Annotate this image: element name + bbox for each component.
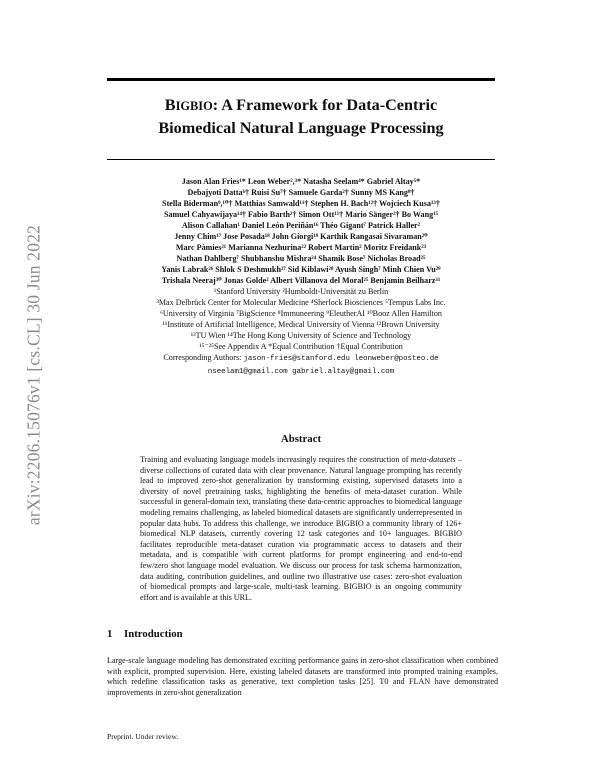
- affiliation-line: ¹³TU Wien ¹⁴The Hong Kong University of Science and Technology: [190, 331, 412, 340]
- author-block: [100, 176, 502, 378]
- title-line-2: Biomedical Natural Language Processing: [158, 119, 444, 137]
- affiliation-line: ³Max Delbrück Center for Molecular Medicine ⁴Sherlock Biosciences ⁵Tempus Labs Inc.: [156, 298, 446, 307]
- introduction-body: [107, 656, 498, 698]
- author-line: Alison Callahan¹ Daniel León Periñán¹⁶ Théo Gigant⁷ Patrick Haller²: [181, 221, 421, 230]
- author-line: Nathan Dahlberg⁷ Shubhanshu Mishra²⁴ Shamik Bose⁷ Nicholas Broad²⁵: [176, 254, 426, 263]
- author-line: Samuel Cahyawijaya¹⁴† Fabio Barth²† Simon Ott¹¹† Mario Sänger²† Bo Wang¹⁵: [163, 210, 438, 219]
- contact-label: Corresponding Authors:: [163, 353, 242, 362]
- contact-line: [100, 352, 502, 365]
- affiliation-line: ¹⁵⁻²⁵See Appendix A *Equal Contribution †Equal Contribution: [199, 342, 403, 351]
- contact-line: [100, 365, 502, 378]
- author-line: Debajyoti Datta⁶† Ruisi Su⁷† Samuele Garda²† Sunny MS Kang⁸†: [187, 188, 415, 197]
- introduction-paragraph: Large-scale language modeling has demonstrated exciting performance gains in zero-shot classification when combined with explicit, prompted supervision. Here, existing labeled datasets are transformed into prompted training examples, which redefine classification tasks as generative, text completion tasks [25]. T0 and FLAN have demonstrated improvements in zero-shot generalization: [107, 656, 498, 697]
- abstract-heading: Abstract: [280, 433, 322, 445]
- arxiv-stamp-text: arXiv:2206.15076v1 [cs.CL] 30 Jun 2022: [23, 224, 44, 526]
- contact-emails-2[interactable]: nseelam1@gmail.com gabriel.altay@gmail.com: [207, 368, 395, 376]
- arxiv-stamp: [14, 160, 54, 590]
- author-line: Jason Alan Fries¹* Leon Weber²,³* Natasha Seelam⁴* Gabriel Altay⁵*: [181, 177, 421, 186]
- title-bottom-rule: [107, 159, 495, 160]
- abstract-body: [140, 455, 462, 603]
- section-title: Introduction: [124, 628, 183, 640]
- section-heading-introduction: [107, 628, 183, 640]
- author-line: Yanis Labrak²⁶ Shlok S Deshmukh²⁷ Sid Kiblawi²⁸ Ayush Singh⁷ Minh Chien Vu²⁹: [161, 265, 441, 274]
- affiliation-line: ⁶University of Virginia ⁷BigScience ⁸Immuneering ⁹EleutherAI ¹⁰Booz Allen Hamilton: [160, 309, 442, 318]
- title-line-1: BIGBIO: A Framework for Data-Centric: [164, 96, 438, 114]
- author-line: Trishala Neeraj³⁰ Jonas Golde² Albert Villanova del Moral²⁵ Benjamin Beilharz³¹: [161, 276, 441, 285]
- section-number: 1: [107, 628, 113, 640]
- title-top-rule: [107, 78, 495, 81]
- contact-emails-1[interactable]: jason-fries@stanford.edu leonweber@posteo.de: [243, 355, 439, 363]
- preprint-footer: Preprint. Under review.: [107, 732, 179, 741]
- author-line: Marc Pàmies²¹ Marianna Nezhurina²² Robert Martin² Moritz Freidank²³: [175, 243, 427, 252]
- author-line: Jenny Chim¹⁷ Jose Posada¹⁸ John Giorgi¹⁹ Karthik Rangasai Sivaraman²⁰: [174, 232, 428, 241]
- affiliation-line: ¹Stanford University ²Humboldt-Universität zu Berlin: [213, 287, 389, 296]
- affiliation-line: ¹¹Institute of Artificial Intelligence, Medical University of Vienna ¹²Brown University: [162, 320, 440, 329]
- paper-title: [107, 94, 495, 139]
- abstract-paragraph: Training and evaluating language models increasingly requires the construction of meta-datasets – diverse collections of curated data with clear provenance. Natural language prompting has recently lead to improved zero-shot generalization by transforming existing, supervised datasets into a diversity of novel pretraining tasks, highlighting the benefits of meta-dataset curation. While successful in general-domain text, translating these data-centric approaches to biomedical language modeling remains challenging, as labeled biomedical datasets are significantly underrepresented in popular data hubs. To address this challenge, we introduce BIGBIO a community library of 126+ biomedical NLP datasets, currently covering 12 task categories and 10+ languages. BIGBIO facilitates reproducible meta-dataset curation via programmatic access to datasets and their metadata, and is compatible with current platforms for prompt engineering and end-to-end few/zero shot language model evaluation. We discuss our process for task schema harmonization, data auditing, contribution guidelines, and outline two illustrative use cases: zero-shot evaluation of biomedical prompts and large-scale, multi-task learning. BIGBIO is an ongoing community effort and is available at this URL.: [140, 455, 462, 602]
- author-line: Stella Biderman⁹,¹⁰† Matthias Samwald¹¹† Stephen H. Bach¹²† Wojciech Kusa¹³†: [162, 199, 440, 208]
